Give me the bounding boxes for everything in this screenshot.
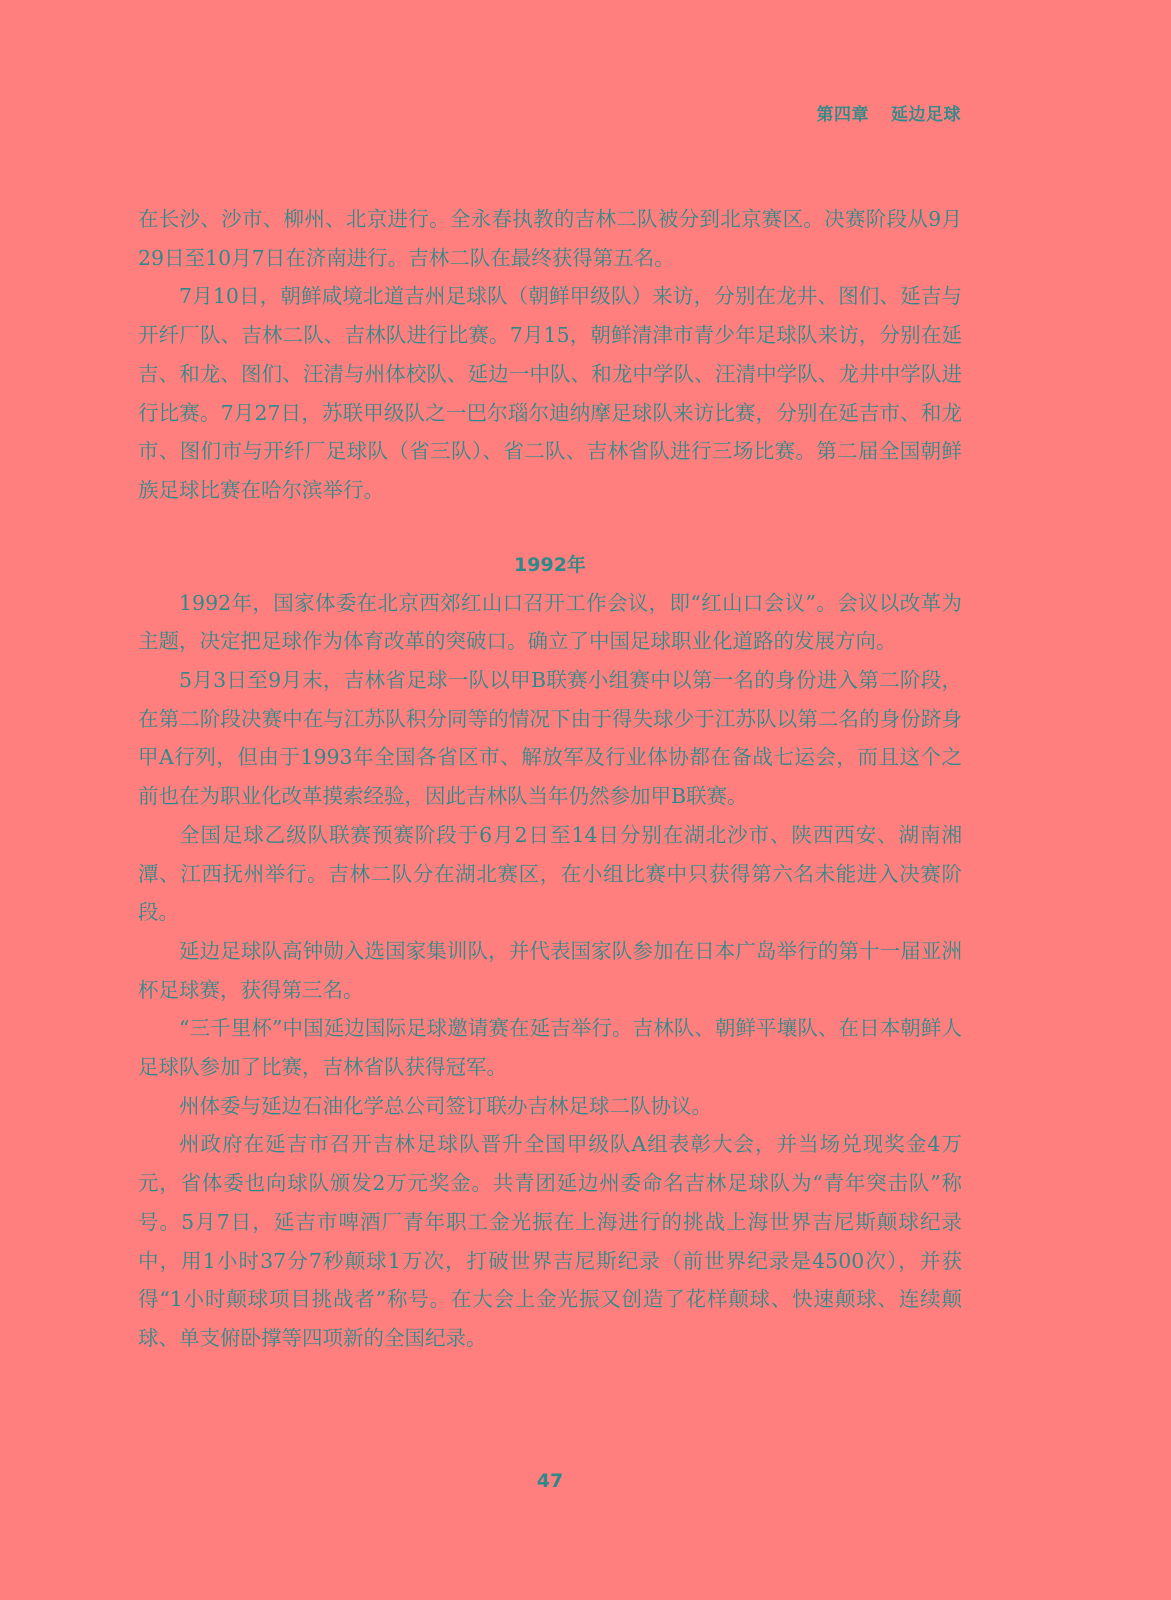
paragraph: 1992年，国家体委在北京西郊红山口召开工作会议，即“红山口会议”。会议以改革为主题，决定把足球作为体育改革的突破口。确立了中国足球职业化道路的发展方向。 bbox=[138, 590, 962, 654]
paragraph: 5月3日至9月末，吉林省足球一队以甲B联赛小组赛中以第一名的身份进入第二阶段，在第二阶段决赛中在与江苏队积分同等的情况下由于得失球少于江苏队以第二名的身份跻身甲A行列，但由于1993年全国各省区市、解放军及行业体协都在备战七运会，而且这个之前也在为职业化改革摸索经验，因此吉林队当年仍然参加甲B联赛。 bbox=[138, 668, 962, 809]
paragraph: 延边足球队高钟勋入选国家集训队，并代表国家队参加在日本广岛举行的第十一届亚洲杯足球赛，获得第三名。 bbox=[138, 938, 962, 1002]
paragraph: 7月10日，朝鲜咸境北道吉州足球队（朝鲜甲级队）来访，分别在龙井、图们、延吉与开纤厂队、吉林二队、吉林队进行比赛。7月15，朝鲜清津市青少年足球队来访，分别在延吉、和龙、图们、汪清与州体校队、延边一中队、和龙中学队、汪清中学队、龙井中学队进行比赛。7月27日，苏联甲级队之一巴尔瑙尔迪纳摩足球队来访比赛，分别在延吉市、和龙市、图们市与开纤厂足球队（省三队）、省二队、吉林省队进行三场比赛。第二届全国朝鲜族足球比赛在哈尔滨举行。 bbox=[138, 284, 962, 502]
page-number: 47 bbox=[536, 1470, 564, 1492]
body-text bbox=[138, 200, 962, 1358]
section-heading: 1992年 bbox=[514, 553, 586, 576]
chapter-title: 延边足球 bbox=[891, 105, 961, 125]
paragraph: 全国足球乙级队联赛预赛阶段于6月2日至14日分别在湖北沙市、陕西西安、湖南湘潭、江西抚州举行。吉林二队分在湖北赛区，在小组比赛中只获得第六名未能进入决赛阶段。 bbox=[138, 822, 962, 925]
paragraph: 州体委与延边石油化学总公司签订联办吉林足球二队协议。 bbox=[179, 1093, 712, 1118]
paragraph: 在长沙、沙市、柳州、北京进行。全永春执教的吉林二队被分到北京赛区。决赛阶段从9月29日至10月7日在济南进行。吉林二队在最终获得第五名。 bbox=[138, 207, 962, 270]
paragraph: 州政府在延吉市召开吉林足球队晋升全国甲级队A组表彰大会，并当场兑现奖金4万元，省体委也向球队颁发2万元奖金。共青团延边州委命名吉林足球队为“青年突击队”称号。5月7日，延吉市啤酒厂青年职工金光振在上海进行的挑战上海世界吉尼斯颠球纪录中，用1小时37分7秒颠球1万次，打破世界吉尼斯纪录（前世界纪录是4500次），并获得“1小时颠球项目挑战者”称号。在大会上金光振又创造了花样颠球、快速颠球、连续颠球、单支俯卧撑等四项新的全国纪录。 bbox=[138, 1132, 962, 1350]
chapter-label: 第四章 bbox=[816, 105, 869, 125]
paragraph: “三千里杯”中国延边国际足球邀请赛在延吉举行。吉林队、朝鲜平壤队、在日本朝鲜人足球队参加了比赛，吉林省队获得冠军。 bbox=[138, 1016, 962, 1080]
running-header bbox=[817, 100, 962, 125]
